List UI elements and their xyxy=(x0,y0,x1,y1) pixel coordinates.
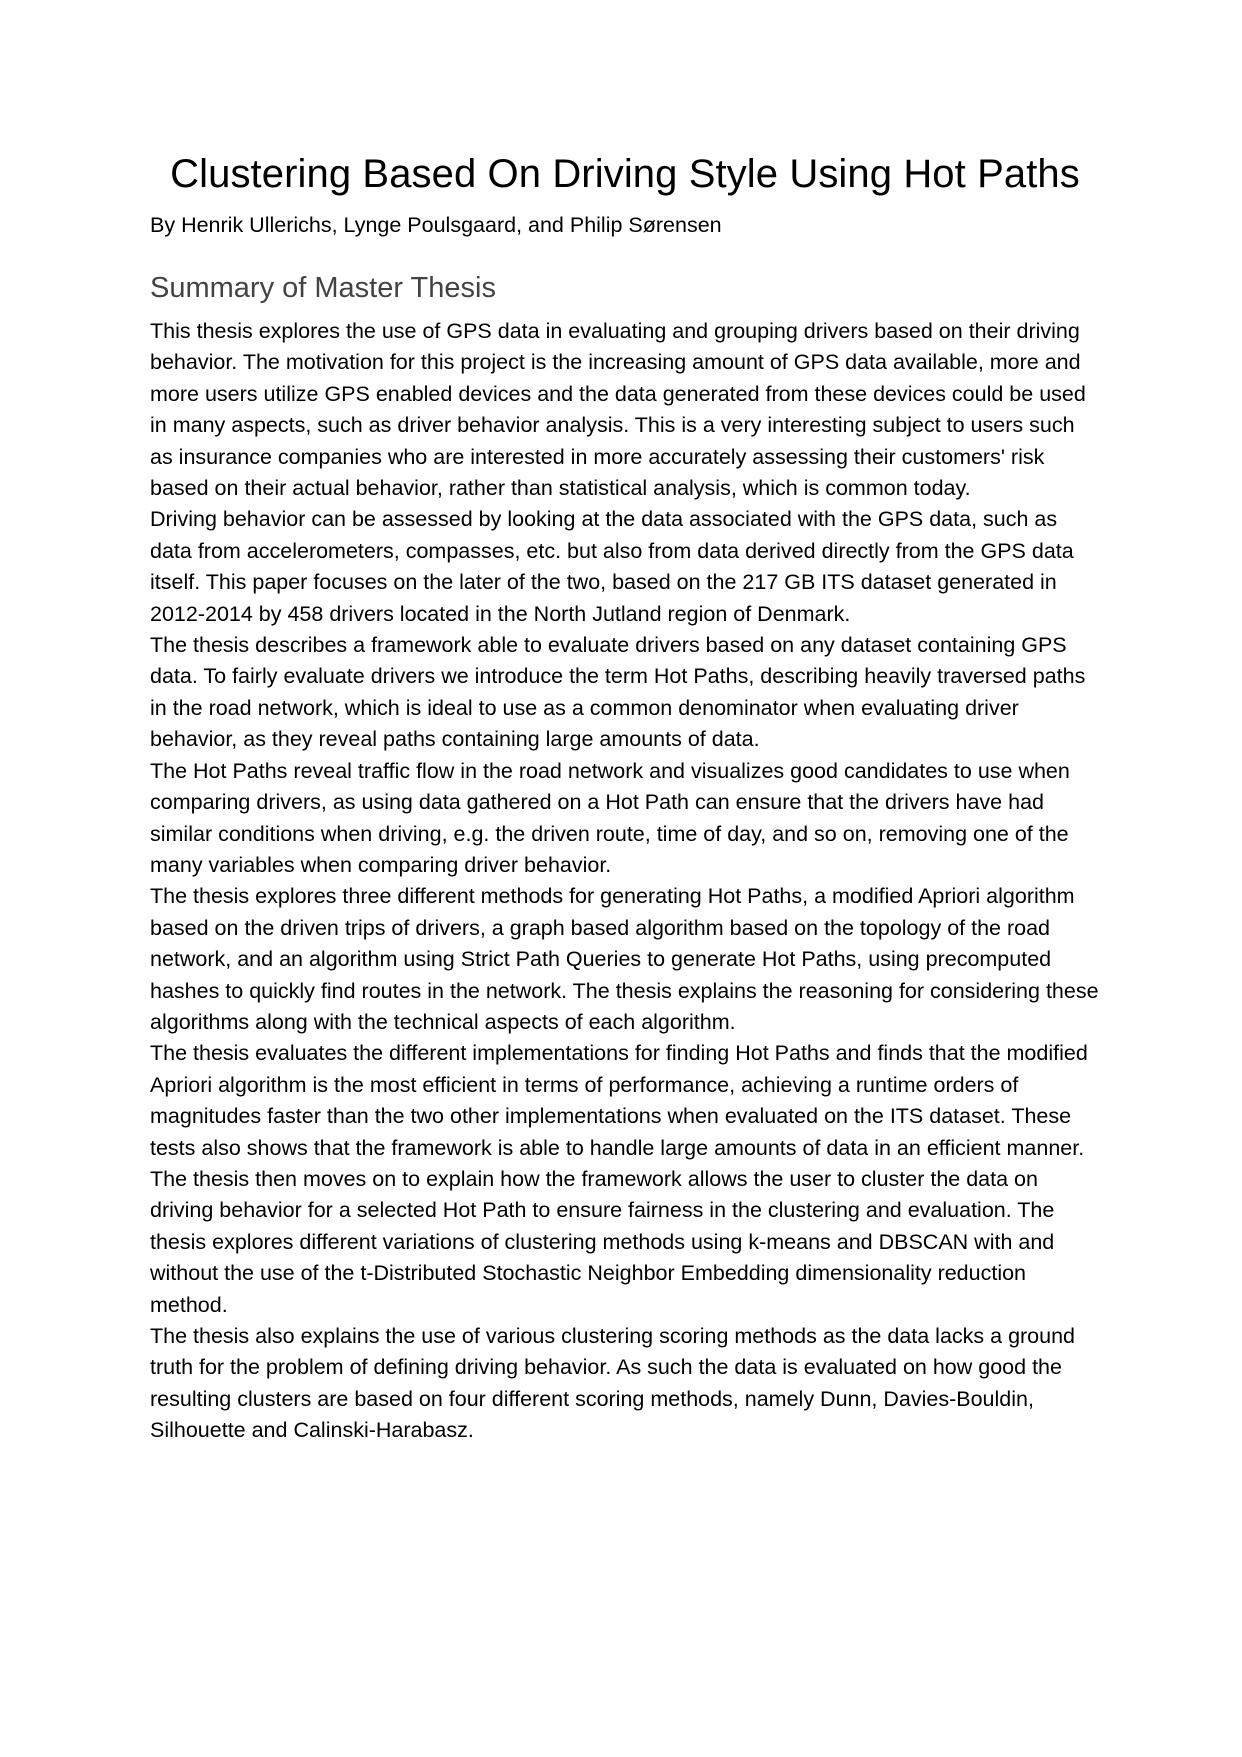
paragraph-8: The thesis also explains the use of various clustering scoring methods as the data lacks a ground truth for the problem of defining driving behavior. As such the data is evaluated on how good the resulting clusters are based on four different scoring methods, namely Dunn, Davies-Bouldin, Silhouette and Calinski-Harabasz. xyxy=(150,1324,1076,1443)
paragraph-1: This thesis explores the use of GPS data in evaluating and grouping drivers based on their driving behavior. The motivation for this project is the increasing amount of GPS data available, more and more users utilize GPS enabled devices and the data generated from these devices could be used in many aspects, such as driver behavior analysis. This is a very interesting subject to users such as insurance companies who are interested in more accurately assessing their customers' risk based on their actual behavior, rather than statistical analysis, which is common today. xyxy=(150,319,1086,501)
paragraph-4: The Hot Paths reveal traffic flow in the road network and visualizes good candidates to use when comparing drivers, as using data gathered on a Hot Path can ensure that the drivers have had similar conditions when driving, e.g. the driven route, time of day, and so on, removing one of the many variables when comparing driver behavior. xyxy=(150,758,1070,877)
paragraph-3: The thesis describes a framework able to evaluate drivers based on any dataset containing GPS data. To fairly evaluate drivers we introduce the term Hot Paths, describing heavily traversed paths in the road network, which is ideal to use as a common denominator when evaluating driver behavior, as they reveal paths containing large amounts of data. xyxy=(150,633,1086,752)
paragraph-7: The thesis then moves on to explain how the framework allows the user to cluster the data on driving behavior for a selected Hot Path to ensure fairness in the clustering and evaluation. The thesis explores different variations of clustering methods using k-means and DBSCAN with and without the use of the t-Distributed Stochastic Neighbor Embedding dimensionality reduction method. xyxy=(150,1166,1055,1317)
paragraph-2: Driving behavior can be assessed by looking at the data associated with the GPS data, such as data from accelerometers, compasses, etc. but also from data derived directly from the GPS data itself. This paper focuses on the later of the two, based on the 217 GB ITS dataset generated in 2012-2014 by 458 drivers located in the North Jutland region of Denmark. xyxy=(150,507,1074,626)
paragraph-5: The thesis explores three different methods for generating Hot Paths, a modified Apriori algorithm based on the driven trips of drivers, a graph based algorithm based on the topology of the road network, and an algorithm using Strict Path Queries to generate Hot Paths, using precomputed hashes to quickly find routes in the network. The thesis explains the reasoning for considering these algorithms along with the technical aspects of each algorithm. xyxy=(150,884,1099,1034)
section-heading: Summary of Master Thesis xyxy=(150,272,496,304)
author-line: By Henrik Ullerichs, Lynge Poulsgaard, and Philip Sørensen xyxy=(150,213,722,237)
document-page xyxy=(150,0,1100,1447)
document-title: Clustering Based On Driving Style Using Hot Paths xyxy=(170,152,1080,196)
summary-body xyxy=(150,316,1100,1447)
paragraph-6: The thesis evaluates the different implementations for finding Hot Paths and finds that the modified Apriori algorithm is the most efficient in terms of performance, achieving a runtime orders of magnitudes faster than the two other implementations when evaluated on the ITS dataset. These tests also shows that the framework is able to handle large amounts of data in an efficient manner. xyxy=(150,1041,1088,1160)
